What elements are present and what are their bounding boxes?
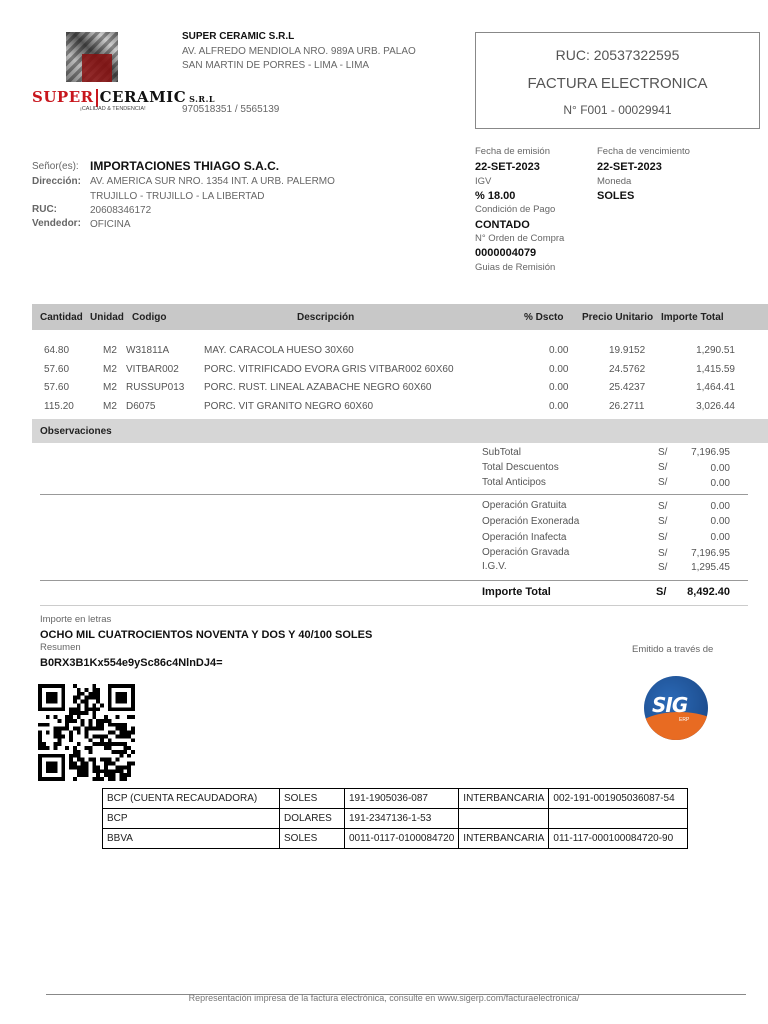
client-address-line2: TRUJILLO - TRUJILLO - LA LIBERTAD bbox=[90, 191, 265, 202]
payment-condition-label: Condición de Pago bbox=[475, 204, 556, 215]
company-logo: SUPER CERAMIC S.R.L bbox=[32, 88, 215, 106]
payment-condition: CONTADO bbox=[475, 219, 530, 231]
col-unit: Unidad bbox=[90, 312, 124, 323]
amount-in-words-label: Importe en letras bbox=[40, 614, 112, 625]
grand-total-label: Importe Total bbox=[482, 586, 551, 598]
document-number: N° F001 - 00029941 bbox=[563, 103, 672, 117]
items-table-header bbox=[32, 304, 768, 330]
logo-tagline: ¡CALIDAD & TENDENCIA! bbox=[80, 106, 146, 112]
grand-total-currency: S/ bbox=[656, 586, 667, 598]
company-name: SUPER CERAMIC S.R.L bbox=[182, 31, 295, 42]
table-row: BCP DOLARES 191-2347136-1-53 bbox=[103, 809, 688, 829]
company-address-line2: SAN MARTIN DE PORRES - LIMA - LIMA bbox=[182, 60, 370, 71]
divider bbox=[40, 580, 748, 581]
col-description: Descripción bbox=[297, 312, 355, 323]
col-unit-price: Precio Unitario bbox=[582, 312, 654, 323]
remission-guides-label: Guias de Remisión bbox=[475, 262, 556, 273]
footer-note: Representación impresa de la factura electrónica, consulte en www.sigerp.com/facturaelectronica/ bbox=[188, 993, 580, 1003]
table-row: BBVA SOLES 0011-0117-0100084720 INTERBANCARIA 011-117-000100084720-90 bbox=[103, 829, 688, 849]
divider bbox=[40, 605, 748, 606]
currency-label: Moneda bbox=[597, 176, 632, 187]
purchase-order: 0000004079 bbox=[475, 247, 537, 259]
currency: SOLES bbox=[597, 190, 635, 202]
observations-label: Observaciones bbox=[40, 426, 112, 437]
divider bbox=[40, 494, 748, 495]
summary-label: Resumen bbox=[40, 642, 81, 653]
issue-date: 22-SET-2023 bbox=[475, 161, 540, 173]
table-row: BCP (CUENTA RECAUDADORA) SOLES 191-1905036-087 INTERBANCARIA 002-191-001905036087-54 bbox=[103, 789, 688, 809]
client-ruc-label: RUC: bbox=[32, 204, 57, 215]
client-ruc: 20608346172 bbox=[90, 205, 152, 216]
seller-label: Vendedor: bbox=[32, 218, 81, 229]
qr-code bbox=[38, 684, 135, 781]
sig-erp-logo: SIG ERP bbox=[644, 676, 708, 740]
col-code: Codigo bbox=[132, 312, 167, 323]
col-discount: % Dscto bbox=[524, 312, 564, 323]
igv-rate: % 18.00 bbox=[475, 190, 516, 202]
due-date: 22-SET-2023 bbox=[597, 161, 662, 173]
address-label: Dirección: bbox=[32, 176, 81, 187]
company-logo-image bbox=[66, 32, 118, 82]
company-address-line1: AV. ALFREDO MENDIOLA NRO. 989A URB. PALAO bbox=[182, 46, 416, 57]
document-type: FACTURA ELECTRONICA bbox=[527, 75, 708, 92]
issuer-ruc: RUC: 20537322595 bbox=[555, 47, 680, 63]
grand-total: 8,492.40 bbox=[687, 586, 730, 598]
company-phones: 970518351 / 5565139 bbox=[182, 104, 280, 115]
observations-bar bbox=[32, 419, 768, 443]
col-quantity: Cantidad bbox=[40, 312, 83, 323]
hash-summary: B0RX3B1Kx554e9ySc86c4NlnDJ4= bbox=[40, 657, 223, 669]
client-address-line1: AV. AMERICA SUR NRO. 1354 INT. A URB. PALERMO bbox=[90, 176, 335, 187]
due-date-label: Fecha de vencimiento bbox=[597, 146, 690, 157]
client-name: IMPORTACIONES THIAGO S.A.C. bbox=[90, 159, 280, 173]
amount-in-words: OCHO MIL CUATROCIENTOS NOVENTA Y DOS Y 40/100 SOLES bbox=[40, 629, 373, 641]
client-label: Señor(es): bbox=[32, 161, 79, 172]
document-header-box bbox=[475, 32, 760, 129]
purchase-order-label: N° Orden de Compra bbox=[475, 233, 565, 244]
issue-date-label: Fecha de emisión bbox=[475, 146, 550, 157]
seller: OFICINA bbox=[90, 219, 131, 230]
col-total: Importe Total bbox=[661, 312, 724, 323]
igv-label: IGV bbox=[475, 176, 492, 187]
issued-via-label: Emitido a través de bbox=[632, 644, 714, 655]
bank-accounts-table bbox=[102, 788, 688, 849]
